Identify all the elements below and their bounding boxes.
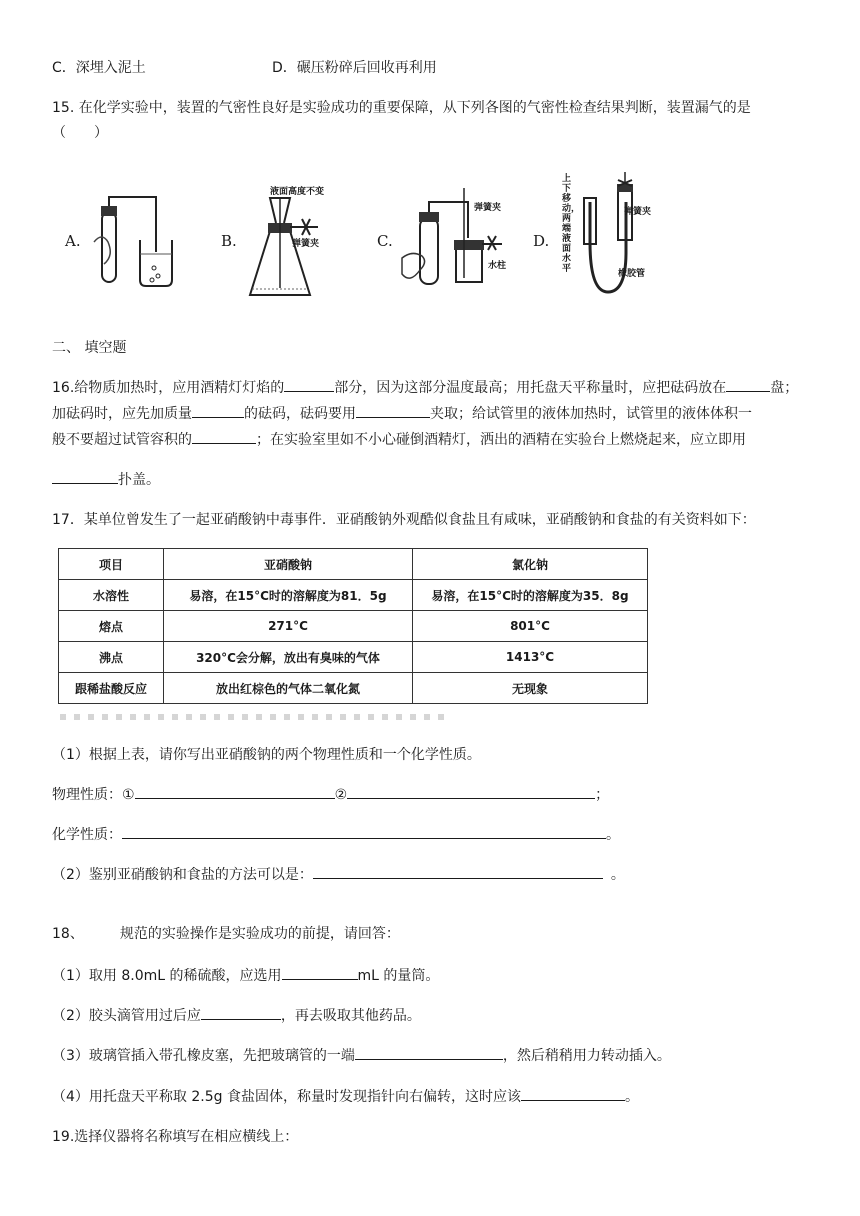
figure-label-b: B. xyxy=(221,232,237,250)
answer-blank[interactable] xyxy=(282,965,358,980)
answer-blank[interactable] xyxy=(521,1086,625,1101)
properties-table xyxy=(58,548,648,704)
q17-physical-line xyxy=(52,784,609,804)
q16-text: 般不要超过试管容积的 xyxy=(52,432,192,448)
q16-text: 16.给物质加热时，应用酒精灯灯焰的 xyxy=(52,380,285,396)
table-cell: 320°C会分解，放出有臭味的气体 xyxy=(164,642,413,673)
scan-artifact xyxy=(60,714,450,720)
table-cell: 水溶性 xyxy=(59,580,164,611)
physical-mid: ② xyxy=(334,787,348,803)
table-cell: 801°C xyxy=(413,611,648,642)
q16-line-3 xyxy=(52,429,746,449)
answer-blank[interactable] xyxy=(52,469,118,484)
section-heading: 二、 填空题 xyxy=(52,340,127,356)
q18-text: （4）用托盘天平称取 2.5g 食盐固体，称量时发现指针向右偏转，这时应该 xyxy=(52,1089,521,1105)
answer-blank[interactable] xyxy=(192,429,256,444)
table-cell: 沸点 xyxy=(59,642,164,673)
q16-text: 部分，因为这部分温度最高；用托盘天平称量时，应把砝码放在 xyxy=(334,380,727,396)
q14-option-d: D．碾压粉碎后回收再利用 xyxy=(272,60,437,76)
table-row xyxy=(59,642,648,673)
q18-sub-3 xyxy=(52,1045,671,1065)
q17-stem: 17．某单位曾发生了一起亚硝酸钠中毒事件．亚硝酸钠外观酷似食盐且有咸味，亚硝酸钠和食盐的有关资料如下： xyxy=(52,512,756,528)
chemical-end: 。 xyxy=(606,827,620,843)
answer-blank[interactable] xyxy=(284,377,334,392)
table-header: 项目 xyxy=(59,549,164,580)
table-cell: 易溶，在15°C时的溶解度为81．5g xyxy=(164,580,413,611)
q18-text: （1）取用 8.0mL 的稀硫酸，应选用 xyxy=(52,968,282,984)
q16-text: 加砝码时，应先加质量 xyxy=(52,406,192,422)
q18-stem: 规范的实验操作是实验成功的前提，请回答： xyxy=(119,926,400,942)
q16-line-2 xyxy=(52,403,752,423)
q14-option-c: C．深埋入泥土 xyxy=(52,60,146,76)
physical-end: ； xyxy=(595,787,610,803)
physical-label: 物理性质：① xyxy=(52,787,135,803)
answer-blank[interactable] xyxy=(192,403,244,418)
q18-text: ，然后稍稍用力转动插入。 xyxy=(502,1048,671,1064)
annotation-c-clip: 弹簧夹 xyxy=(474,203,502,213)
annotation-b-clip: 弹簧夹 xyxy=(292,239,320,249)
apparatus-d-drawing xyxy=(578,172,638,302)
q18-number: 18、 xyxy=(52,926,84,942)
answer-blank[interactable] xyxy=(726,377,770,392)
q15-paren: （ ） xyxy=(52,125,108,141)
q16-text: 盘； xyxy=(770,380,799,396)
table-header: 亚硝酸钠 xyxy=(164,549,413,580)
q15-stem: 15. 在化学实验中，装置的气密性良好是实验成功的重要保障，从下列各图的气密性检查结果判断，装置漏气的是 xyxy=(52,100,751,116)
q18-sub-2 xyxy=(52,1005,421,1025)
answer-blank[interactable] xyxy=(356,403,430,418)
figure-label-d: D. xyxy=(533,232,550,250)
answer-blank[interactable] xyxy=(201,1005,281,1020)
q17-sub-1: （1）根据上表，请你写出亚硝酸钠的两个物理性质和一个化学性质。 xyxy=(52,747,481,763)
table-row xyxy=(59,611,648,642)
q18-text: （2）胶头滴管用过后应 xyxy=(52,1008,201,1024)
chemical-label: 化学性质： xyxy=(52,827,122,843)
answer-blank[interactable] xyxy=(135,784,335,799)
q17-chemical-line xyxy=(52,824,620,844)
q16-text: 夹取；给试管里的液体加热时，试管里的液体体积一 xyxy=(430,406,752,422)
q16-line-4 xyxy=(52,469,160,489)
q19-stem: 19.选择仪器将名称填写在相应横线上： xyxy=(52,1129,299,1145)
q18-text: ，再去吸取其他药品。 xyxy=(280,1008,421,1024)
q18-sub-4 xyxy=(52,1086,639,1106)
annotation-b-level: 液面高度不变 xyxy=(270,187,325,197)
q18-text: （3）玻璃管插入带孔橡皮塞，先把玻璃管的一端 xyxy=(52,1048,355,1064)
q16-line-1 xyxy=(52,377,798,397)
q17-sub-2-text: （2）鉴别亚硝酸钠和食盐的方法可以是： xyxy=(52,867,313,883)
table-cell: 熔点 xyxy=(59,611,164,642)
table-row xyxy=(59,673,648,704)
q16-text: ；在实验室里如不小心碰倒酒精灯，洒出的酒精在实验台上燃烧起来，应立即用 xyxy=(256,432,746,448)
figure-label-c: C. xyxy=(377,232,393,250)
q17-sub-2 xyxy=(52,864,625,884)
q18-text: mL 的量筒。 xyxy=(357,968,440,984)
annotation-c-water: 水柱 xyxy=(488,261,507,271)
q18-sub-1 xyxy=(52,965,439,985)
answer-blank[interactable] xyxy=(313,864,603,879)
table-cell: 无现象 xyxy=(413,673,648,704)
table-cell: 易溶，在15°C时的溶解度为35．8g xyxy=(413,580,648,611)
answer-blank[interactable] xyxy=(355,1045,503,1060)
q16-text: 的砝码，砝码要用 xyxy=(244,406,356,422)
q16-text: 扑盖。 xyxy=(118,472,160,488)
answer-blank[interactable] xyxy=(347,784,595,799)
annotation-d-clip: 弹簧夹 xyxy=(624,207,652,217)
table-cell: 271°C xyxy=(164,611,413,642)
table-row xyxy=(59,580,648,611)
figure-label-a: A. xyxy=(65,232,81,250)
q18-text: 。 xyxy=(624,1089,639,1105)
annotation-d-tube: 橡胶管 xyxy=(618,269,646,279)
table-cell: 放出红棕色的气体二氧化氮 xyxy=(164,673,413,704)
q18-stem-line xyxy=(52,923,400,943)
table-header-row xyxy=(59,549,648,580)
table-cell: 跟稀盐酸反应 xyxy=(59,673,164,704)
table-cell: 1413°C xyxy=(413,642,648,673)
apparatus-a-drawing xyxy=(92,192,180,292)
q17-sub-2-end: 。 xyxy=(610,867,625,883)
table-header: 氯化钠 xyxy=(413,549,648,580)
annotation-d-move: 上下移动，两端液面水平 xyxy=(562,174,581,274)
answer-blank[interactable] xyxy=(122,824,606,839)
